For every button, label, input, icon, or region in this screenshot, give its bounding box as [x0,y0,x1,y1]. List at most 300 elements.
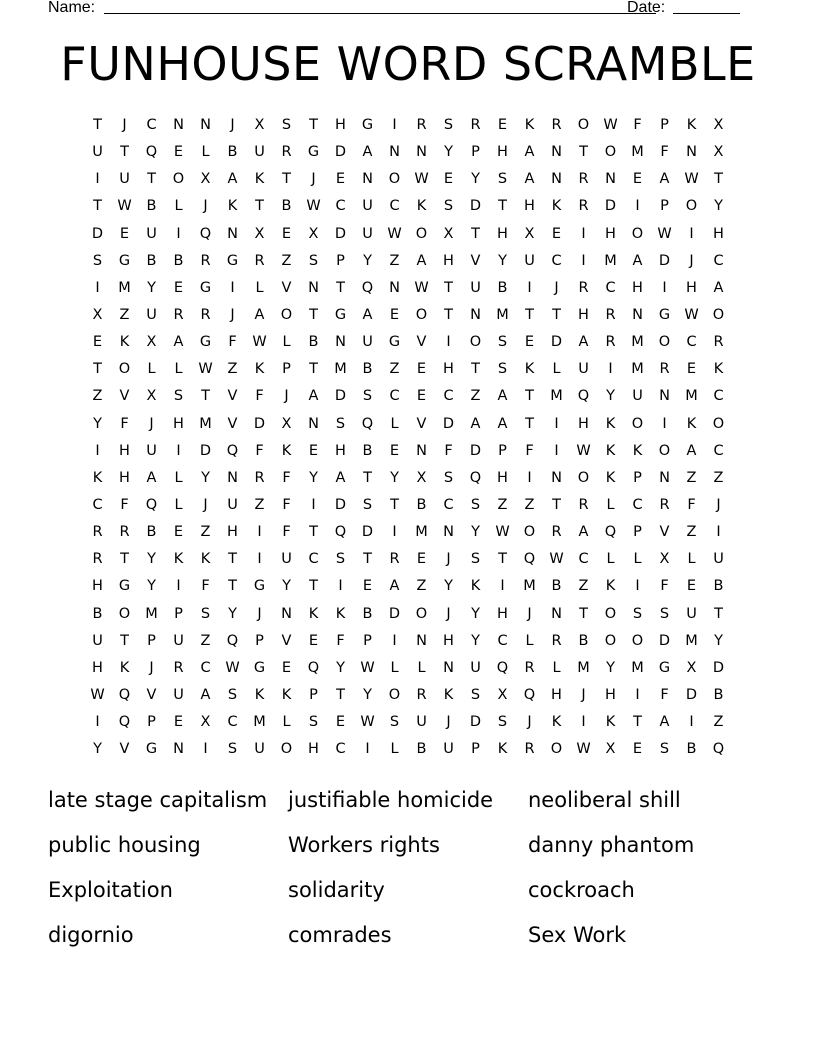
grid-letter: R [173,306,184,323]
grid-letter: X [524,225,535,242]
grid-letter: I [392,524,397,541]
grid-letter: T [633,714,642,731]
grid-letter: S [335,551,346,568]
grid-letter: X [146,334,157,351]
grid-letter: Z [200,524,211,541]
grid-letter: L [147,361,156,378]
grid-letter: R [389,551,400,568]
grid-letter: U [416,714,427,731]
grid-letter: J [257,605,262,622]
grid-letter: Q [199,225,212,242]
grid-letter: O [172,171,185,188]
word-list-item: cockroach [528,878,635,902]
grid-letter: J [230,306,235,323]
grid-letter: C [578,551,589,568]
grid-letter: K [470,578,481,595]
grid-letter: U [281,551,292,568]
grid-letter: J [284,388,289,405]
grid-letter: T [336,279,345,296]
grid-letter: I [635,198,640,215]
grid-letter: V [281,632,292,649]
grid-letter: T [444,279,453,296]
grid-letter: K [605,578,616,595]
grid-letter: M [415,524,428,541]
date-blank-line [673,13,740,14]
grid-letter: L [390,659,399,676]
grid-letter: C [389,388,400,405]
grid-letter: Q [118,686,131,703]
grid-letter: S [389,714,400,731]
grid-letter: Z [119,306,130,323]
grid-letter: U [173,632,184,649]
grid-letter: X [713,117,724,133]
grid-letter: I [635,578,640,595]
grid-letter: J [311,171,316,188]
grid-letter: X [605,741,616,758]
grid-letter: F [201,578,210,595]
grid-letter: W [360,714,375,731]
grid-letter: I [716,524,721,541]
grid-row [84,411,732,438]
grid-letter: O [415,605,428,622]
grid-letter: J [689,252,694,269]
grid-letter: L [174,198,183,215]
grid-letter: Q [712,741,725,758]
grid-letter: S [308,252,319,269]
grid-letter: D [658,252,671,269]
grid-row [84,682,732,709]
grid-letter: T [255,198,264,215]
grid-letter: X [254,225,265,242]
grid-letter: Z [713,714,724,731]
grid-letter: N [389,279,400,296]
grid-letter: N [308,279,319,296]
grid-letter: Z [92,388,103,405]
grid-letter: I [500,578,505,595]
grid-letter: L [282,714,291,731]
grid-letter: Y [93,415,102,432]
grid-letter: D [334,225,347,242]
grid-letter: T [552,496,561,513]
grid-letter: I [527,469,532,486]
grid-letter: B [92,605,103,622]
grid-letter: O [631,632,644,649]
grid-letter: K [416,198,427,215]
grid-letter: H [497,605,508,622]
grid-letter: H [308,741,319,758]
grid-row [84,573,732,600]
grid-letter: T [93,361,102,378]
grid-letter: I [581,252,586,269]
grid-letter: S [443,198,454,215]
grid-letter: Y [471,632,480,649]
grid-letter: U [92,632,103,649]
grid-letter: C [308,551,319,568]
grid-letter: E [335,171,346,188]
grid-letter: Z [686,524,697,541]
grid-row [84,248,732,275]
grid-letter: A [200,686,211,703]
grid-letter: K [605,442,616,459]
grid-letter: O [388,686,401,703]
grid-letter: L [390,415,399,432]
grid-letter: A [254,306,265,323]
grid-letter: N [551,605,562,622]
grid-letter: O [658,442,671,459]
grid-letter: L [633,551,642,568]
grid-letter: R [713,334,724,351]
grid-letter: M [631,144,644,161]
grid-letter: I [176,225,181,242]
grid-letter: Q [604,524,617,541]
grid-letter: Y [336,659,345,676]
grid-letter: X [281,415,292,432]
grid-letter: N [605,171,616,188]
grid-letter: C [497,632,508,649]
grid-letter: D [199,442,212,459]
grid-letter: Y [606,388,615,405]
grid-letter: J [716,496,721,513]
grid-letter: M [631,361,644,378]
grid-letter: I [176,442,181,459]
grid-letter: X [254,117,265,133]
grid-letter: Y [444,144,453,161]
grid-letter: I [95,714,100,731]
grid-letter: A [632,252,643,269]
grid-letter: I [554,442,559,459]
grid-letter: F [660,686,669,703]
grid-letter: R [92,551,103,568]
grid-letter: U [146,306,157,323]
grid-letter: J [554,279,559,296]
grid-letter: K [713,361,724,378]
grid-letter: K [254,361,265,378]
grid-letter: R [254,252,265,269]
grid-letter: E [173,714,184,731]
grid-letter: T [363,551,372,568]
grid-letter: P [660,198,669,215]
grid-letter: G [253,659,266,676]
grid-letter: O [577,117,590,133]
grid-letter: B [146,252,157,269]
grid-letter: Y [444,578,453,595]
grid-letter: Y [93,741,102,758]
grid-letter: T [525,306,534,323]
grid-row [84,112,732,139]
grid-letter: P [471,741,480,758]
grid-letter: O [118,361,131,378]
grid-letter: C [605,279,616,296]
word-list [48,778,768,958]
grid-letter: G [226,252,239,269]
grid-letter: Z [281,252,292,269]
grid-letter: A [308,388,319,405]
grid-row [84,601,732,628]
word-list-item: late stage capitalism [48,788,268,812]
grid-letter: Z [713,469,724,486]
grid-letter: O [523,524,536,541]
grid-letter: I [230,279,235,296]
grid-row [84,166,732,193]
grid-letter: T [525,415,534,432]
grid-letter: E [443,171,454,188]
grid-letter: H [227,524,238,541]
grid-letter: C [335,198,346,215]
grid-letter: Z [470,388,481,405]
grid-letter: E [524,334,535,351]
grid-letter: O [280,741,293,758]
grid-letter: A [416,252,427,269]
grid-letter: I [608,361,613,378]
grid-letter: V [227,388,238,405]
grid-letter: E [173,524,184,541]
grid-letter: Q [361,415,374,432]
grid-letter: A [497,388,508,405]
grid-letter: L [174,496,183,513]
grid-row [84,628,732,655]
grid-letter: C [227,714,238,731]
grid-letter: A [389,578,400,595]
grid-letter: D [334,388,347,405]
grid-letter: S [281,117,292,133]
grid-letter: V [416,415,427,432]
grid-letter: O [550,741,563,758]
grid-letter: T [471,361,480,378]
grid-letter: R [605,306,616,323]
grid-letter: M [523,578,536,595]
grid-letter: T [714,605,723,622]
grid-letter: T [309,361,318,378]
grid-letter: R [551,524,562,541]
grid-letter: N [632,306,643,323]
word-list-item: solidarity [288,878,385,902]
grid-letter: H [686,279,697,296]
grid-letter: D [442,415,455,432]
word-list-item: neoliberal shill [528,788,681,812]
grid-letter: K [632,442,643,459]
grid-letter: Q [577,388,590,405]
grid-letter: T [363,469,372,486]
grid-letter: Y [471,605,480,622]
grid-letter: I [176,578,181,595]
date-label: Date: [627,0,666,16]
grid-letter: B [686,741,697,758]
grid-letter: H [551,686,562,703]
grid-letter: B [416,496,427,513]
grid-letter: S [173,388,184,405]
word-list-item: Sex Work [528,923,627,947]
grid-letter: L [174,469,183,486]
grid-letter: K [524,361,535,378]
grid-letter: K [551,198,562,215]
grid-letter: X [497,686,508,703]
grid-letter: N [551,171,562,188]
grid-letter: K [254,686,265,703]
grid-letter: D [91,225,104,242]
grid-letter: Q [523,686,536,703]
grid-letter: R [416,686,427,703]
grid-letter: L [174,361,183,378]
grid-letter: P [633,469,642,486]
grid-letter: H [92,578,103,595]
grid-letter: P [633,524,642,541]
grid-letter: J [527,605,532,622]
grid-letter: O [604,605,617,622]
grid-letter: Y [309,469,318,486]
grid-letter: P [255,632,264,649]
grid-letter: V [659,524,670,541]
grid-letter: K [497,741,508,758]
grid-letter: M [334,361,347,378]
grid-letter: K [119,334,130,351]
grid-letter: B [362,361,373,378]
grid-letter: E [497,117,508,133]
grid-letter: E [281,659,292,676]
grid-letter: M [685,388,698,405]
grid-letter: C [200,659,211,676]
grid-letter: Q [226,442,239,459]
grid-letter: U [713,551,724,568]
grid-letter: E [119,225,130,242]
grid-letter: H [335,442,346,459]
grid-letter: I [95,171,100,188]
grid-letter: I [662,279,667,296]
grid-letter: E [173,279,184,296]
grid-letter: P [147,632,156,649]
grid-letter: B [713,578,724,595]
grid-letter: R [659,496,670,513]
grid-letter: T [201,388,210,405]
grid-letter: N [659,469,670,486]
grid-letter: J [149,659,154,676]
grid-letter: S [470,686,481,703]
grid-letter: F [255,388,264,405]
grid-letter: Z [578,578,589,595]
grid-letter: B [362,442,373,459]
grid-letter: M [604,252,617,269]
grid-letter: Q [469,469,482,486]
grid-row [84,221,732,248]
grid-letter: U [362,225,373,242]
grid-letter: L [606,496,615,513]
grid-letter: J [149,415,154,432]
grid-letter: L [687,551,696,568]
grid-letter: T [498,551,507,568]
grid-letter: C [713,388,724,405]
grid-letter: L [255,279,264,296]
grid-letter: J [122,117,127,133]
grid-letter: T [525,388,534,405]
grid-letter: I [338,578,343,595]
grid-letter: B [173,252,184,269]
grid-letter: W [603,117,618,133]
grid-letter: N [281,605,292,622]
grid-letter: Y [363,686,372,703]
grid-letter: R [416,117,427,133]
grid-letter: H [443,361,454,378]
grid-letter: U [632,388,643,405]
grid-letter: H [605,225,616,242]
grid-letter: W [684,171,699,188]
grid-letter: N [443,659,454,676]
grid-letter: F [633,117,642,133]
grid-letter: S [308,714,319,731]
grid-letter: A [713,279,724,296]
grid-letter: Z [497,496,508,513]
grid-letter: T [309,578,318,595]
grid-letter: T [309,117,318,133]
grid-letter: V [119,741,130,758]
grid-letter: O [388,171,401,188]
grid-letter: V [416,334,427,351]
grid-letter: Y [147,279,156,296]
grid-letter: W [414,279,429,296]
grid-letter: Z [227,361,238,378]
grid-letter: G [658,306,671,323]
grid-letter: B [362,605,373,622]
grid-letter: G [334,306,347,323]
grid-row [84,139,732,166]
grid-letter: P [471,144,480,161]
grid-letter: S [470,496,481,513]
grid-letter: M [118,279,131,296]
word-list-item: danny phantom [528,833,695,857]
grid-letter: I [95,279,100,296]
grid-letter: Z [254,496,265,513]
grid-letter: M [199,415,212,432]
grid-letter: B [713,686,724,703]
grid-letter: X [200,171,211,188]
grid-letter: D [334,496,347,513]
grid-row [84,356,732,383]
grid-letter: R [578,198,589,215]
grid-letter: M [685,632,698,649]
name-blank-line [104,13,656,14]
grid-letter: M [631,334,644,351]
grid-letter: T [336,686,345,703]
grid-letter: D [334,144,347,161]
grid-letter: S [362,388,373,405]
grid-letter: W [684,306,699,323]
grid-letter: H [578,306,589,323]
grid-letter: J [446,551,451,568]
grid-letter: R [578,279,589,296]
grid-letter: W [225,659,240,676]
grid-letter: J [203,496,208,513]
grid-letter: I [311,496,316,513]
grid-letter: C [443,388,454,405]
grid-letter: N [173,117,184,133]
grid-letter: E [686,578,697,595]
grid-letter: T [309,306,318,323]
grid-letter: C [443,496,454,513]
grid-letter: A [497,415,508,432]
grid-letter: T [471,225,480,242]
grid-letter: T [552,306,561,323]
grid-letter: W [198,361,213,378]
grid-row [84,193,732,220]
grid-letter: E [551,225,562,242]
grid-row [84,275,732,302]
grid-letter: F [660,144,669,161]
grid-letter: R [92,524,103,541]
grid-row [84,736,732,763]
grid-letter: Q [496,659,509,676]
grid-letter: G [361,117,374,133]
grid-letter: W [360,659,375,676]
grid-letter: H [497,144,508,161]
grid-letter: O [631,225,644,242]
